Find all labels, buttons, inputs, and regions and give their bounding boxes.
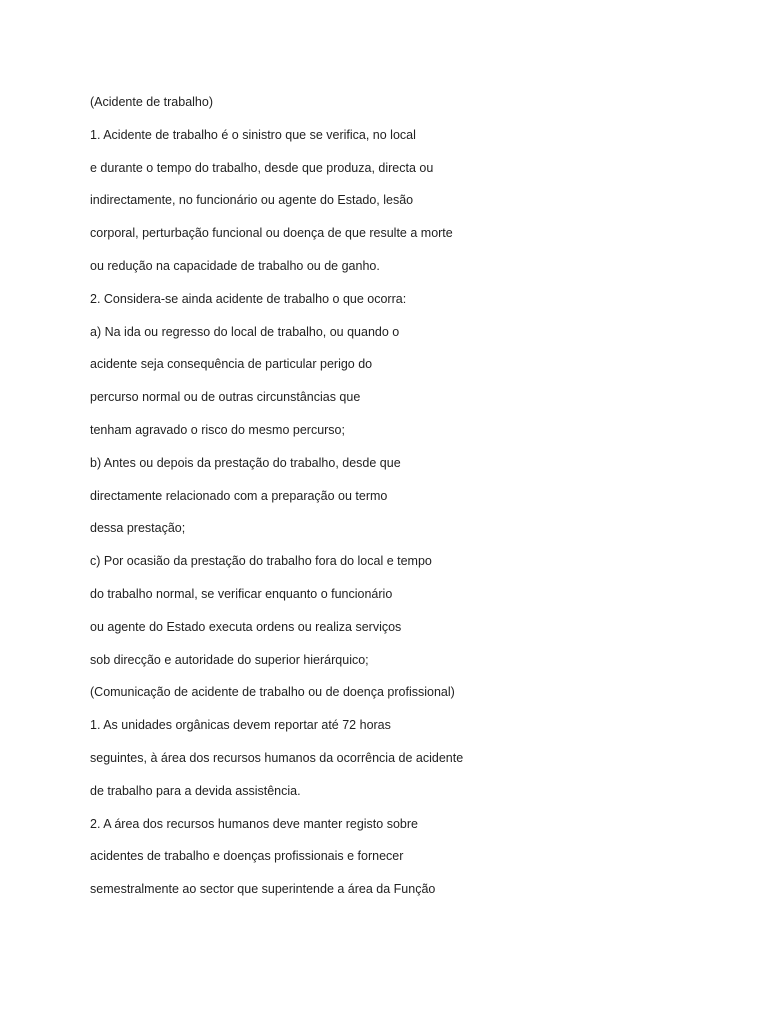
text-line: acidentes de trabalho e doenças profissionais e fornecer — [90, 849, 404, 864]
text-line: percurso normal ou de outras circunstâncias que — [90, 390, 361, 405]
text-line: 1. Acidente de trabalho é o sinistro que se verifica, no local — [90, 127, 416, 142]
text-line: c) Por ocasião da prestação do trabalho fora do local e tempo — [90, 554, 432, 569]
section-heading: (Comunicação de acidente de trabalho ou de doença profissional) — [90, 685, 455, 700]
text-line: dessa prestação; — [90, 521, 186, 536]
text-line: a) Na ida ou regresso do local de trabalho, ou quando o — [90, 324, 400, 339]
text-line: 2. Considera-se ainda acidente de trabalho o que ocorra: — [90, 291, 407, 306]
text-line: 1. As unidades orgânicas devem reportar até 72 horas — [90, 718, 391, 733]
text-line: e durante o tempo do trabalho, desde que produza, directa ou — [90, 160, 434, 175]
section-heading: (Acidente de trabalho) — [90, 95, 213, 109]
text-line: sob direcção e autoridade do superior hierárquico; — [90, 652, 369, 667]
text-line: corporal, perturbação funcional ou doença de que resulte a morte — [90, 226, 453, 241]
text-line: tenham agravado o risco do mesmo percurso; — [90, 422, 345, 437]
text-line: semestralmente ao sector que superintende a área da Função — [90, 882, 436, 897]
text-line: b) Antes ou depois da prestação do trabalho, desde que — [90, 455, 401, 470]
text-line: indirectamente, no funcionário ou agente do Estado, lesão — [90, 193, 414, 208]
text-line: ou redução na capacidade de trabalho ou de ganho. — [90, 258, 380, 273]
text-line: seguintes, à área dos recursos humanos da ocorrência de acidente — [90, 750, 464, 765]
text-line: directamente relacionado com a preparação ou termo — [90, 488, 388, 503]
text-line: 2. A área dos recursos humanos deve manter registo sobre — [90, 816, 418, 831]
document-body — [90, 91, 730, 911]
text-line: ou agente do Estado executa ordens ou realiza serviços — [90, 619, 402, 634]
text-line: do trabalho normal, se verificar enquanto o funcionário — [90, 586, 393, 601]
text-line: acidente seja consequência de particular perigo do — [90, 357, 373, 372]
text-line: de trabalho para a devida assistência. — [90, 783, 301, 798]
